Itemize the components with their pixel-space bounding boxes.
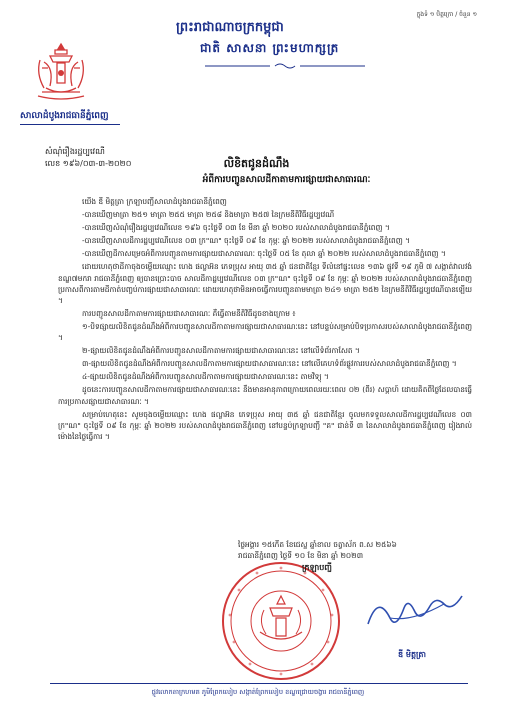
court-seal-icon bbox=[220, 560, 342, 682]
body-paragraph: ដូចនេះការបញ្ជូនសាលដីកាតាមការផ្សាយជាសាធារណៈនេះ នឹងមានអានុភាពក្រោយពេលរយៈពេល ០២ (ពីរ) សប្តាហ៍ ដោយគិតពីថ្ងៃដែលបានធ្វើការប្រកាសផ្សាយជាសាធារណៈ ។ bbox=[58, 385, 472, 406]
page-reference: ក្នុងទំ ១ បិត្តក្រោ / ចំនួន ១ bbox=[416, 11, 477, 18]
body-paragraph: ដោយហេតុថាដីកាចុងចម្លើយឈ្មោះ ហេង ផល្លាអ៊ន ភេទប្រុស អាយុ ៣៥ ឆ្នាំ ជនជាតិខ្មែរ ទីលំនៅផ្ទះលេខ ១៣៦ ផ្លូវទី ១៩ ភូមិ ៧ សង្កាត់វាលវង់ ខណ្ឌ៧មករា រាជធានីភ្នំពេញ ឲ្យបានប្រោះបាច សាលដីកាដ្ឋប្បវេណីលេខ ០៣ ក្រ"ណ" ចុះថ្ងៃទី ០៩ ខែ កុម្ភៈ ឆ្នាំ ២០២២ របស់សាលាដំបូងរាជធានីភ្នំពេញ ប្រកាសពីការតាមដីកាត់បញ្ចប់ការផ្សាយជាសាធារណៈ ដោយហេតុថាមិនអាចធ្វើការបញ្ជូនតាមមាត្រា ២៤១ មាត្រា ២៥២ នៃក្រមនីតិវិធីរដ្ឋប្បវេណីបានឡើយ ។ bbox=[58, 262, 472, 305]
body-paragraph: -បានឃើញសំណុំរឿងរដ្ឋប្បវេណីលេខ ១៩៦ ចុះថ្ងៃទី ០៣ ខែ មីនា ឆ្នាំ ២០២០ របស់សាលាដំបូងរាជធានីភ្នំពេញ ។ bbox=[82, 223, 390, 233]
case-label: សំណុំរឿងរដ្ឋប្បវេណី bbox=[45, 147, 105, 156]
footer-divider bbox=[50, 683, 468, 684]
decorative-ornament-icon bbox=[205, 63, 365, 69]
body-paragraph: សម្រាប់ហេតុនេះ សូមចុងចម្លើយឈ្មោះ ហេង ផល្លាអ៊ន ភេទប្រុស អាយុ ៣៥ ឆ្នាំ ជនជាតិខ្មែរ ចូលមកទទួលសាលដីការដ្ឋប្បវេណីលេខ ០៣ ក្រ"ណ" ចុះថ្ងៃទី ០៩ ខែ កុម្ភៈ ឆ្នាំ ២០២២ របស់សាលាដំបូងរាជធានីភ្នំពេញ នៅបន្ទប់ក្រឡាបញ្ជី "គ" ជាន់ទី ៣ នៃសាលាដំបូងរាជធានីភ្នំពេញ រៀងរាល់ម៉ោងនៃថ្ងៃធ្វើការ ។ bbox=[58, 409, 472, 441]
body-paragraph: ២-ផ្សាយលិខិតជូនដំណឹងអំពីការបញ្ជូនសាលដីកាតាមការផ្សាយជាសាធារណៈនេះ នៅលើទំព័រកាសែត ។ bbox=[82, 346, 360, 356]
solar-date: រាជធានីភ្នំពេញ ថ្ងៃទី ១០ ខែ មិនា ឆ្នាំ ២០២៣ bbox=[238, 551, 364, 560]
footer-address: ផ្លូវលោកតាក្រហមគ ភូមិព្រែកលៀប សង្កាត់ព្រែកលៀប ខណ្ឌជ្រោយចង្វារ រាជធានីភ្នំពេញ bbox=[151, 688, 365, 696]
court-name: សាលាដំបូងរាជធានីភ្នំពេញ bbox=[20, 111, 109, 121]
national-motto: ជាតិ សាសនា ព្រះមហាក្សត្រ bbox=[200, 41, 340, 55]
document-body bbox=[58, 196, 472, 444]
handwritten-signature bbox=[360, 580, 470, 640]
body-paragraph: ការបញ្ជូនសាលដីកាតាមការផ្សាយជាសាធារណៈ គឺធ្វើតាមនីតិវិធីដូចខាងក្រោម ៖ bbox=[82, 308, 296, 318]
lunar-date: ថ្ងៃអង្គារ ១៥កើត ខែជេស្ឋ ឆ្នាំខាល ចត្វាស័ក ព.ស ២៥៦៦ bbox=[238, 540, 397, 549]
document-subject: អំពីការបញ្ចូនសាលដីកាតាមការផ្សាយជាសាធារណៈ bbox=[202, 175, 371, 185]
signatory-title: ក្រឡាបញ្ជី bbox=[302, 563, 332, 572]
body-paragraph: -បានឃើញដីកាសម្រេចអំពីការបញ្ជូនតាមការផ្សាយជាសាធារណៈ ចុះថ្ងៃទី ០៥ ខែ តុលា ឆ្នាំ ២០២២ របស់សាលាដំបូងរាជធានីភ្នំពេញ ។ bbox=[82, 249, 446, 259]
signatory-name: ឌី មិត្តត្រា bbox=[398, 650, 427, 659]
body-paragraph: -បានឃើញមាត្រា ២៥១ មាត្រា ២៥៥ មាត្រា ២៥៨ និងមាត្រា ២៥៧ នៃក្រមនីតិវិធីរដ្ឋប្បវេណី bbox=[82, 210, 335, 220]
court-name-underline bbox=[20, 124, 120, 125]
kingdom-heading: ព្រះរាជាណាចក្រកម្ពុជា bbox=[176, 20, 284, 35]
body-paragraph: យើង ឌី មិត្តត្រា ក្រឡាបញ្ជីសាលាដំបូងរាជធានីភ្នំពេញ bbox=[82, 197, 227, 206]
body-paragraph: -បានឃើញសាលដីការដ្ឋប្បវេណីលេខ ០៣ ក្រ"ណ" ចុះថ្ងៃទី ០៩ ខែ កុម្ភៈ ឆ្នាំ ២០២២ របស់សាលាដំបូងរាជធានីភ្នំពេញ ។ bbox=[82, 236, 410, 246]
body-paragraph: ១-បិទផ្សាយលិខិតជូនដំណឹងអំពីការបញ្ជូនសាលដីកាតាមការផ្សាយជាសាធារណៈនេះ នៅបន្ទប់សម្រាប់បិទប្រកាសរបស់សាលាដំបូងរាជធានីភ្នំពេញ ។ bbox=[58, 321, 472, 343]
body-paragraph: ៣-ផ្សាយលិខិតជូនដំណឹងអំពីការបញ្ជូនសាលដីកាតាមការផ្សាយជាសាធារណៈនេះ នៅលើគេហទំព័រផ្លូវការរបស់សាលាដំបូងរាជធានីភ្នំពេញ ។ bbox=[82, 359, 457, 369]
case-number: លេខ ១៩៦/០៣-៣-២០២០ bbox=[45, 159, 132, 168]
document-title: លិខិតជូនដំណឹង bbox=[223, 157, 290, 170]
body-paragraph: ៤-ផ្សាយលិខិតជូនដំណឹងអំពីការបញ្ជូនសាលដីកាតាមការផ្សាយជាសាធារណៈនេះ តាមវិទ្យុ ។ bbox=[82, 372, 329, 382]
date-block bbox=[238, 539, 397, 561]
royal-coat-of-arms-icon bbox=[28, 38, 94, 104]
